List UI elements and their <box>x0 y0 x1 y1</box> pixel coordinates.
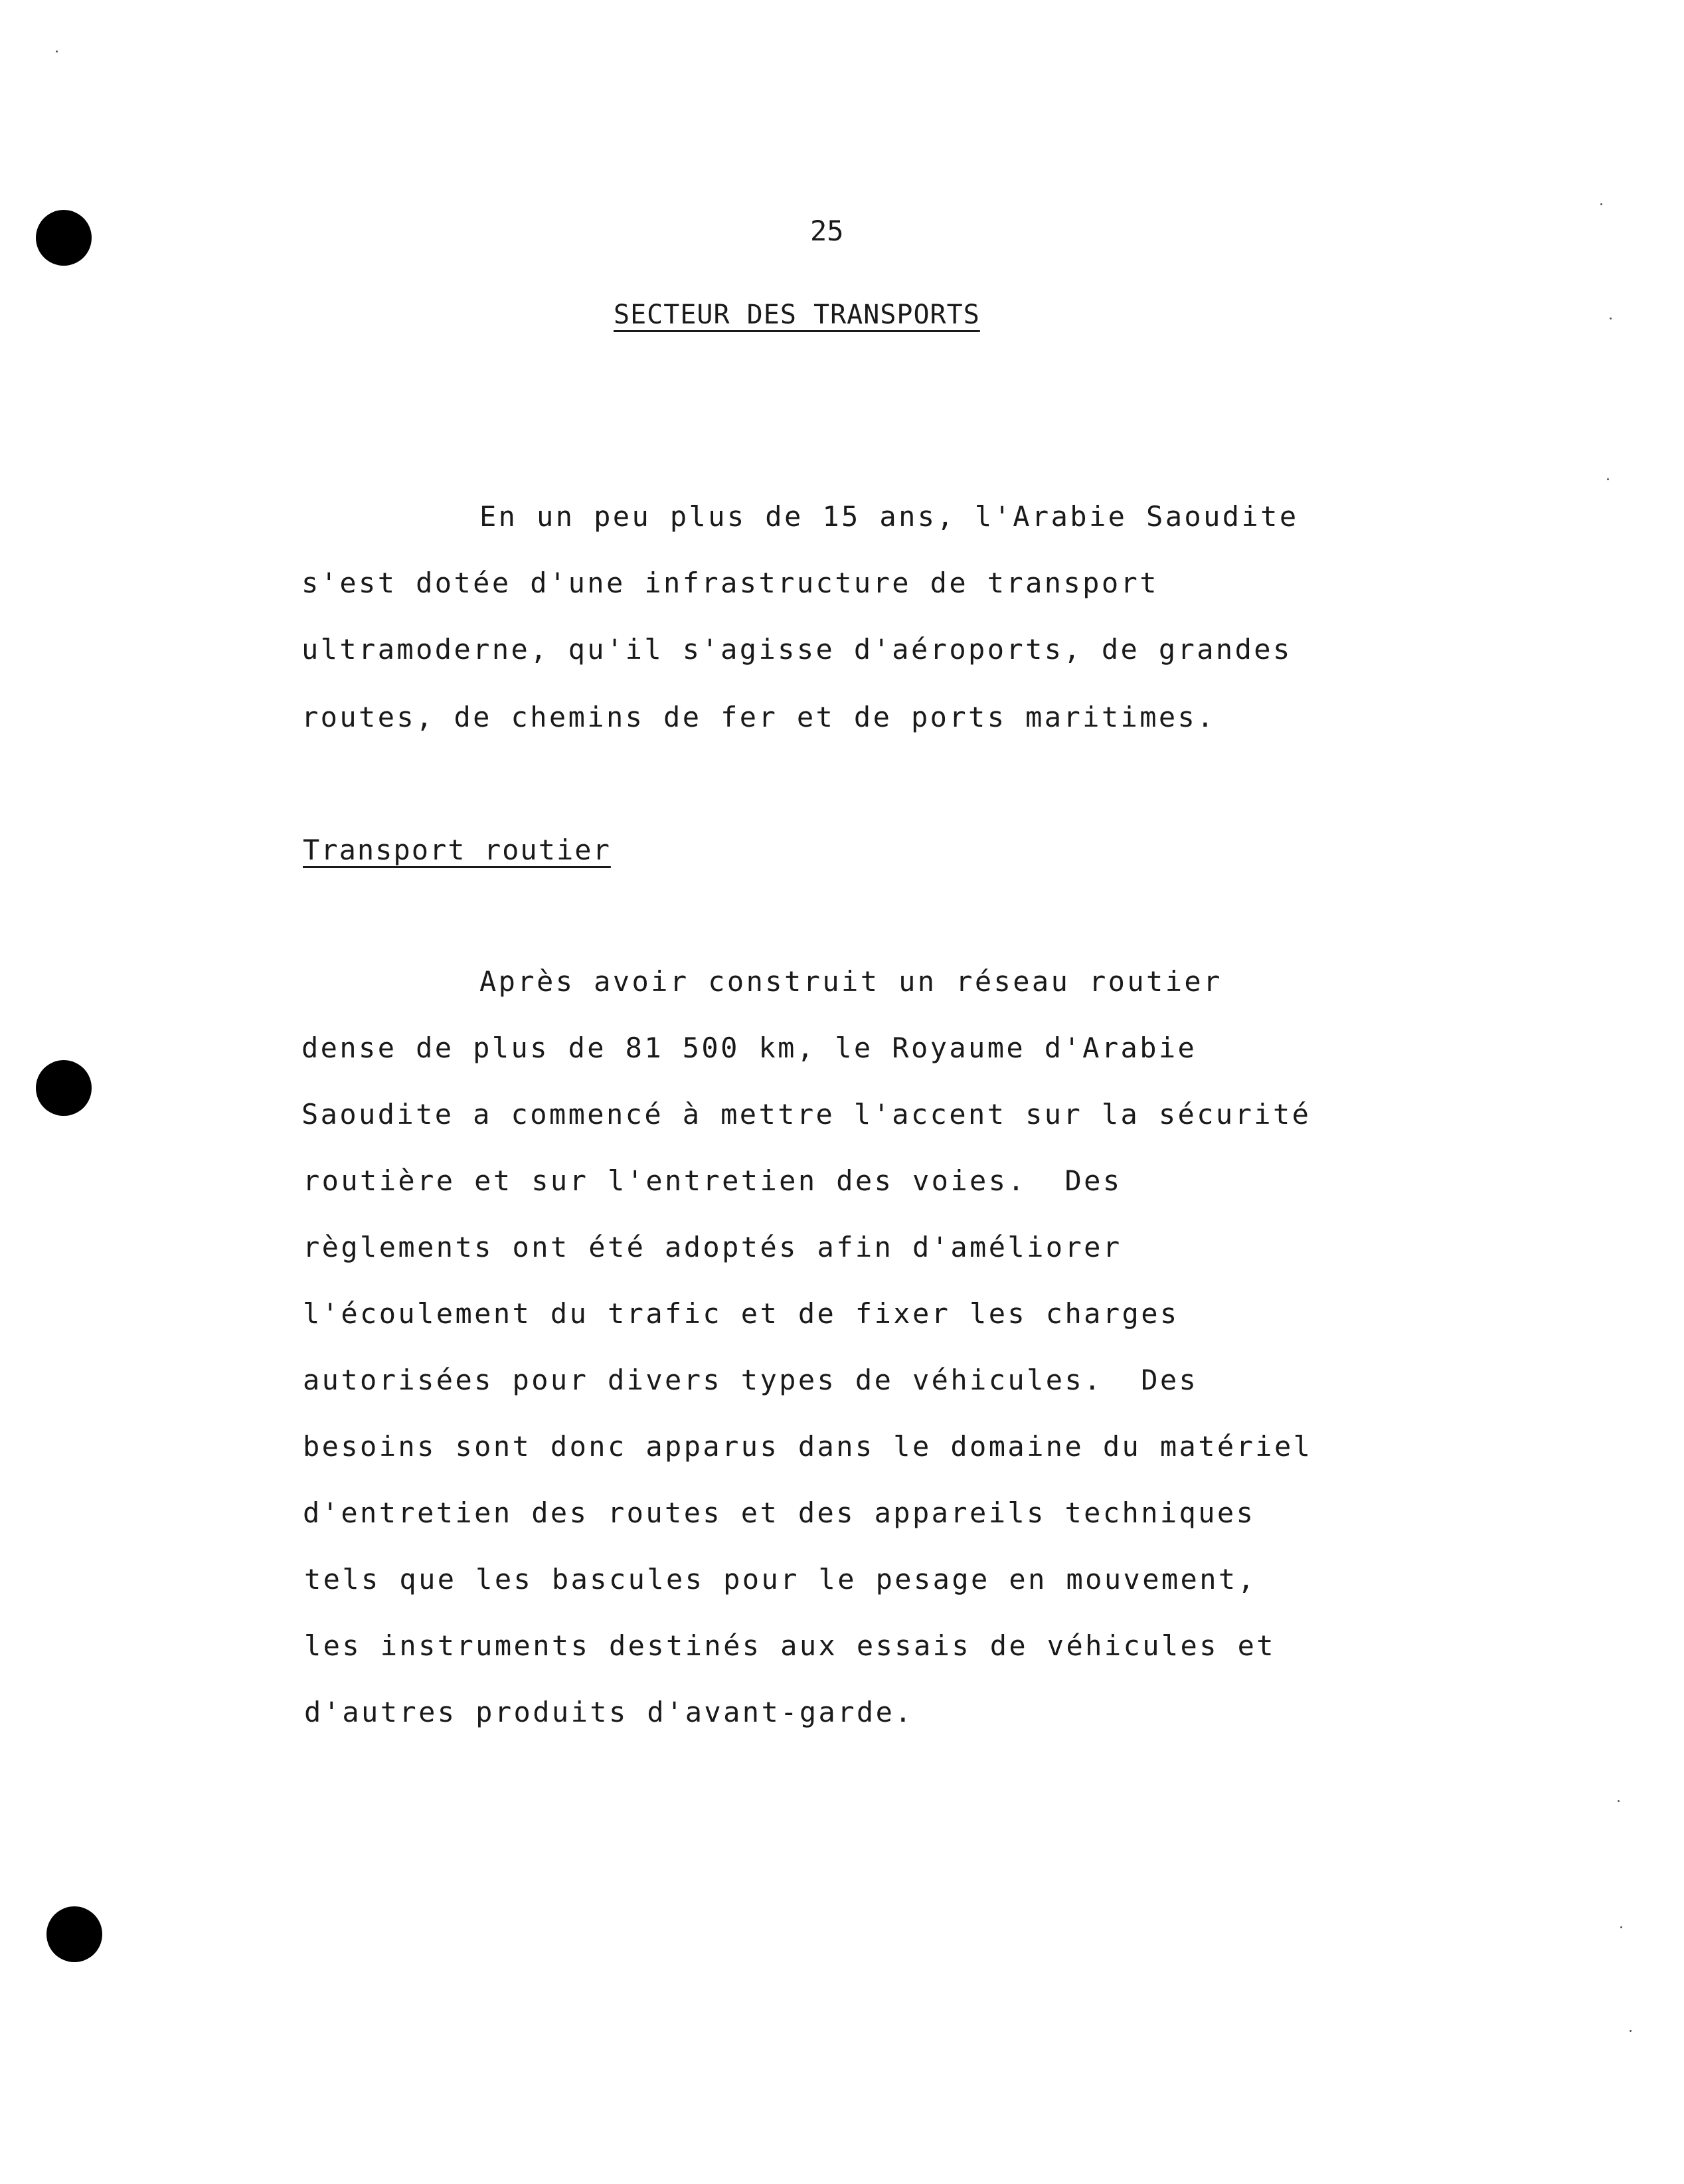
page-number: 25 <box>810 215 844 247</box>
paragraph-line: d'entretien des routes et des appareils techniques <box>303 1497 1256 1529</box>
paragraph-line: tels que les bascules pour le pesage en mouvement, <box>304 1563 1257 1595</box>
paragraph-line: s'est dotée d'une infrastructure de transport <box>301 567 1159 599</box>
subheading: Transport routier <box>303 834 611 866</box>
paragraph-line: dense de plus de 81 500 km, le Royaume d'Arabie <box>301 1032 1197 1064</box>
paragraph-line: besoins sont donc apparus dans le domaine du matériel <box>303 1430 1313 1463</box>
paragraph-line: routière et sur l'entretien des voies. Des <box>303 1164 1122 1197</box>
paragraph-line: autorisées pour divers types de véhicules. Des <box>303 1364 1199 1396</box>
scan-speck <box>1607 478 1609 480</box>
paragraph-line: les instruments destinés aux essais de véhicules et <box>304 1629 1276 1662</box>
paragraph-line: Saoudite a commencé à mettre l'accent sur la sécurité <box>301 1098 1311 1131</box>
punch-hole <box>46 1906 102 1962</box>
paragraph-line: ultramoderne, qu'il s'agisse d'aéroports, de grandes <box>301 633 1292 666</box>
paragraph-line: En un peu plus de 15 ans, l'Arabie Saoudite <box>479 500 1299 533</box>
punch-hole <box>36 1060 92 1116</box>
paragraph-line: d'autres produits d'avant-garde. <box>304 1696 914 1728</box>
scan-speck <box>1610 318 1612 319</box>
scan-speck <box>1630 2030 1632 2032</box>
punch-hole <box>36 210 92 266</box>
paragraph-line: routes, de chemins de fer et de ports maritimes. <box>301 701 1216 733</box>
paragraph-line: Après avoir construit un réseau routier <box>479 965 1222 998</box>
scan-speck <box>1620 1926 1622 1928</box>
paragraph-line: l'écoulement du trafic et de fixer les charges <box>303 1297 1179 1330</box>
scan-speck <box>1618 1800 1620 1802</box>
scan-speck <box>56 50 58 52</box>
section-title: SECTEUR DES TRANSPORTS <box>614 300 980 330</box>
paragraph-line: règlements ont été adoptés afin d'améliorer <box>303 1231 1122 1263</box>
scan-speck <box>1600 203 1602 205</box>
